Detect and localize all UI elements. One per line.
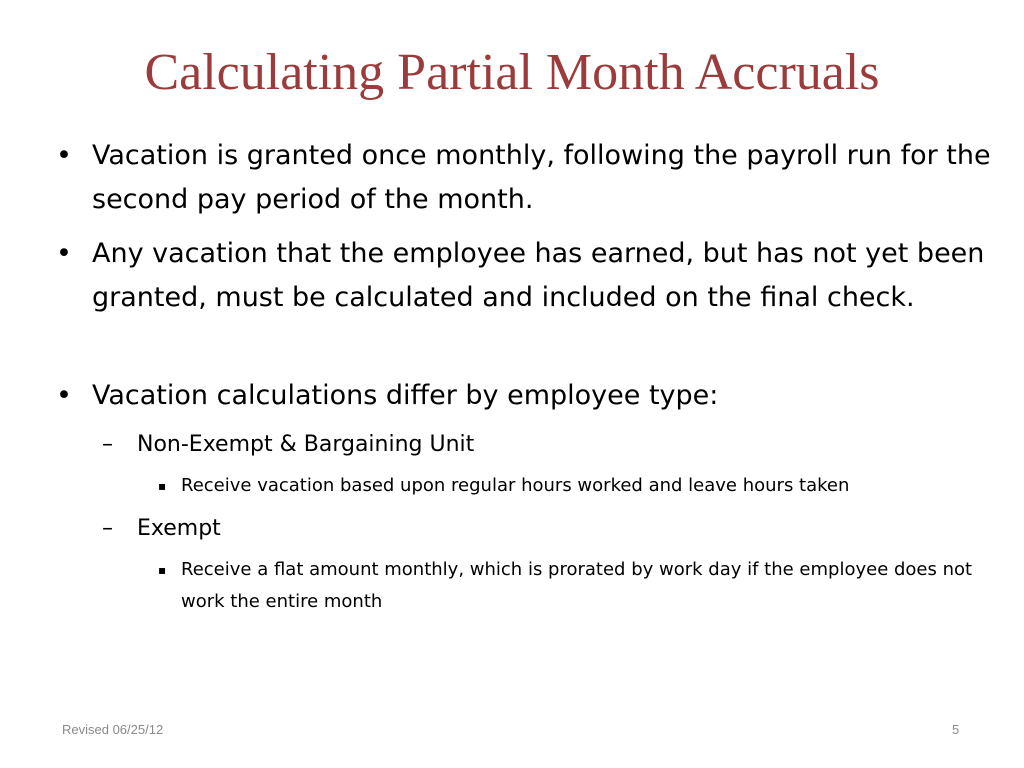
- bullet-marker: •: [56, 380, 72, 411]
- footer-revised-date: Revised 06/25/12: [62, 722, 164, 737]
- bullet-marker: •: [56, 238, 72, 269]
- sub-bullet-text: Non-Exempt & Bargaining Unit: [137, 432, 475, 457]
- bullet-marker: •: [56, 140, 72, 171]
- detail-bullet-text: Receive a flat amount monthly, which is prorated by work day if the employee does not work the entire month: [181, 559, 973, 612]
- sub-bullet-text: Exempt: [137, 516, 221, 541]
- detail-bullet-text: Receive vacation based upon regular hours worked and leave hours taken: [181, 475, 850, 496]
- sub-bullet-marker: –: [102, 432, 113, 457]
- sub-bullet-marker: –: [102, 516, 113, 541]
- bullet-text: Vacation is granted once monthly, following the payroll run for the second pay period of the month.: [92, 140, 991, 215]
- slide-title: Calculating Partial Month Accruals: [144, 44, 880, 101]
- detail-bullet-marker: ▪: [158, 563, 167, 577]
- bullet-text: Any vacation that the employee has earned, but has not yet been granted, must be calculated and included on the final check.: [92, 238, 985, 313]
- bullet-text: Vacation calculations differ by employee type:: [92, 380, 719, 411]
- slide-number: 5: [952, 722, 960, 737]
- detail-bullet-marker: ▪: [158, 479, 167, 493]
